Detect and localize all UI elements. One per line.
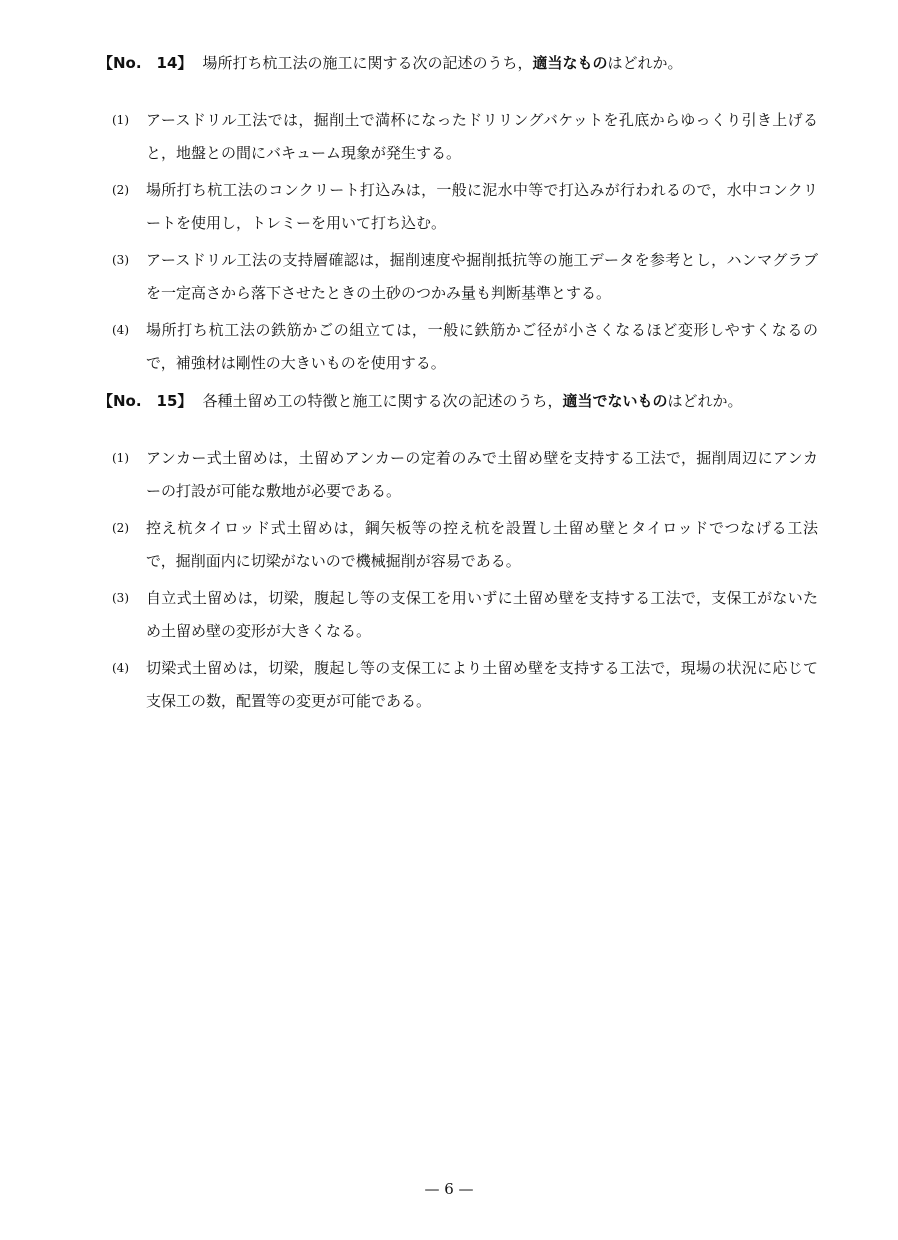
question-number: 【No. 14】 [98,54,193,72]
option-number: (3) [112,591,129,605]
answer-option [98,582,818,648]
option-number: (1) [112,451,129,465]
option-text: 場所打ち杭工法の鉄筋かごの組立ては，一般に鉄筋かご径が小さくなるほど変形しやすくなるので，補強材は剛性の大きいものを使用する。 [146,321,818,372]
question-15 [98,390,818,722]
answer-option [98,442,818,508]
question-stem: 場所打ち杭工法の施工に関する次の記述のうち， [202,54,533,72]
option-text: 控え杭タイロッド式土留めは，鋼矢板等の控え杭を設置し土留め壁とタイロッドでつなげる工法で，掘削面内に切梁がないので機械掘削が容易である。 [146,519,818,570]
answer-option [98,104,818,170]
option-number: (2) [112,183,129,197]
question-ending: はどれか。 [607,54,683,72]
option-text: アースドリル工法では，掘削土で満杯になったドリリングバケットを孔底からゆっくり引き上げると，地盤との間にバキューム現象が発生する。 [146,111,818,162]
option-text: アースドリル工法の支持層確認は，掘削速度や掘削抵抗等の施工データを参考とし，ハンマグラブを一定高さから落下させたときの土砂のつかみ量も判断基準とする。 [146,251,818,302]
question-emphasis: 適当でないもの [562,392,668,410]
option-text: 場所打ち杭工法のコンクリート打込みは，一般に泥水中等で打込みが行われるので，水中コンクリートを使用し，トレミーを用いて打ち込む。 [146,181,818,232]
page-number: — 6 — [424,1180,474,1198]
option-number: (4) [112,661,129,675]
option-number: (3) [112,253,129,267]
question-14 [98,52,818,384]
answer-option [98,244,818,310]
option-text: 自立式土留めは，切梁，腹起し等の支保工を用いずに土留め壁を支持する工法で，支保工がないため土留め壁の変形が大きくなる。 [146,589,818,640]
question-stem: 各種土留め工の特徴と施工に関する次の記述のうち， [202,392,563,410]
answer-option [98,314,818,380]
question-number: 【No. 15】 [98,392,193,410]
question-emphasis: 適当なもの [532,54,608,72]
option-text: アンカー式土留めは，土留めアンカーの定着のみで土留め壁を支持する工法で，掘削周辺にアンカーの打設が可能な敷地が必要である。 [146,449,818,500]
option-number: (4) [112,323,129,337]
question-ending: はどれか。 [667,392,743,410]
option-number: (2) [112,521,129,535]
answer-option [98,512,818,578]
answer-option [98,652,818,718]
question-header [98,52,818,74]
answer-option [98,174,818,240]
option-number: (1) [112,113,129,127]
option-text: 切梁式土留めは，切梁，腹起し等の支保工により土留め壁を支持する工法で，現場の状況に応じて支保工の数，配置等の変更が可能である。 [146,659,818,710]
question-header [98,390,818,412]
